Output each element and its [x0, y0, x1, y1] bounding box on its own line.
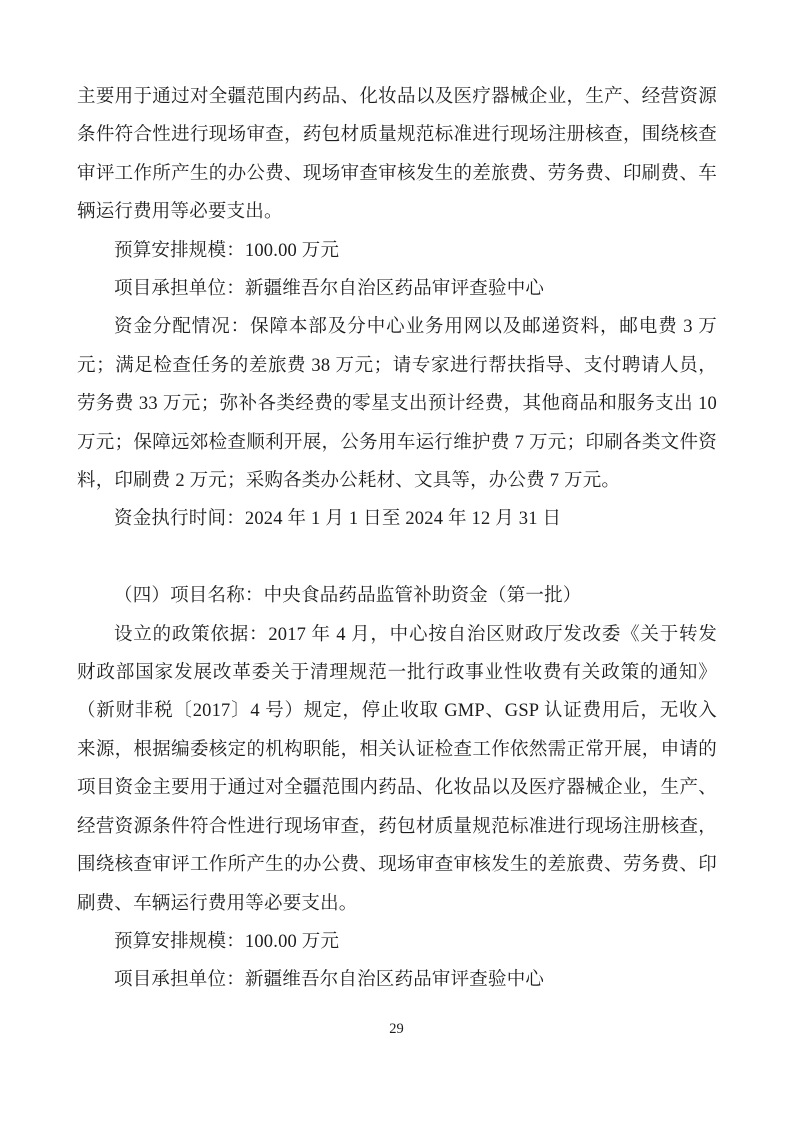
document-body — [77, 78, 717, 1000]
paragraph-budget-scale-1: 预算安排规模：100.00 万元 — [114, 240, 340, 261]
paragraph-undertaking-unit-2: 项目承担单位：新疆维吾尔自治区药品审评查验中心 — [114, 970, 545, 991]
paragraph-budget-scale-2: 预算安排规模：100.00 万元 — [114, 931, 340, 952]
paragraph-execution-period: 资金执行时间：2024 年 1 月 1 日至 2024 年 12 月 31 日 — [114, 509, 562, 530]
paragraph-policy-basis: 设立的政策依据：2017 年 4 月，中心按自治区财政厅发改委《关于转发财政部国家发展改革委关于清理规范一批行政事业性收费有关政策的通知》（新财非税〔2017〕4 号）规定，停止收取 GMP、GSP 认证费用后，无收入来源，根据编委核定的机构职能，相关认证检查工作依然需正常开展，申请的项目资金主要用于通过对全疆范围内药品、化妆品以及医疗器械企业，生产、经营资源条件符合性进行现场审查，药包材质量规范标准进行现场注册核查，围绕核查审评工作所产生的办公费、现场审查审核发生的差旅费、劳务费、印刷费、车辆运行费用等必要支出。 — [77, 624, 717, 914]
paragraph-project-4-title: （四）项目名称：中央食品药品监管补助资金（第一批） — [114, 586, 582, 607]
paragraph-fund-allocation: 资金分配情况：保障本部及分中心业务用网以及邮递资料，邮电费 3 万元；满足检查任务的差旅费 38 万元；请专家进行帮扶指导、支付聘请人员，劳务费 33 万元；弥补各类经费的零星支出预计经费，其他商品和服务支出 10 万元；保障远郊检查顺利开展，公务用车运行维护费 7 万元；印刷各类文件资料，印刷费 2 万元；采购各类办公耗材、文具等，办公费 7 万元。 — [77, 317, 717, 492]
paragraph-undertaking-unit-1: 项目承担单位：新疆维吾尔自治区药品审评查验中心 — [114, 279, 545, 300]
page-number: 29 — [389, 1021, 404, 1037]
blank-line — [77, 539, 717, 577]
paragraph-fund-usage-continued: 主要用于通过对全疆范围内药品、化妆品以及医疗器械企业，生产、经营资源条件符合性进行现场审查，药包材质量规范标准进行现场注册核查，围绕核查审评工作所产生的办公费、现场审查审核发生的差旅费、劳务费、印刷费、车辆运行费用等必要支出。 — [77, 87, 717, 223]
